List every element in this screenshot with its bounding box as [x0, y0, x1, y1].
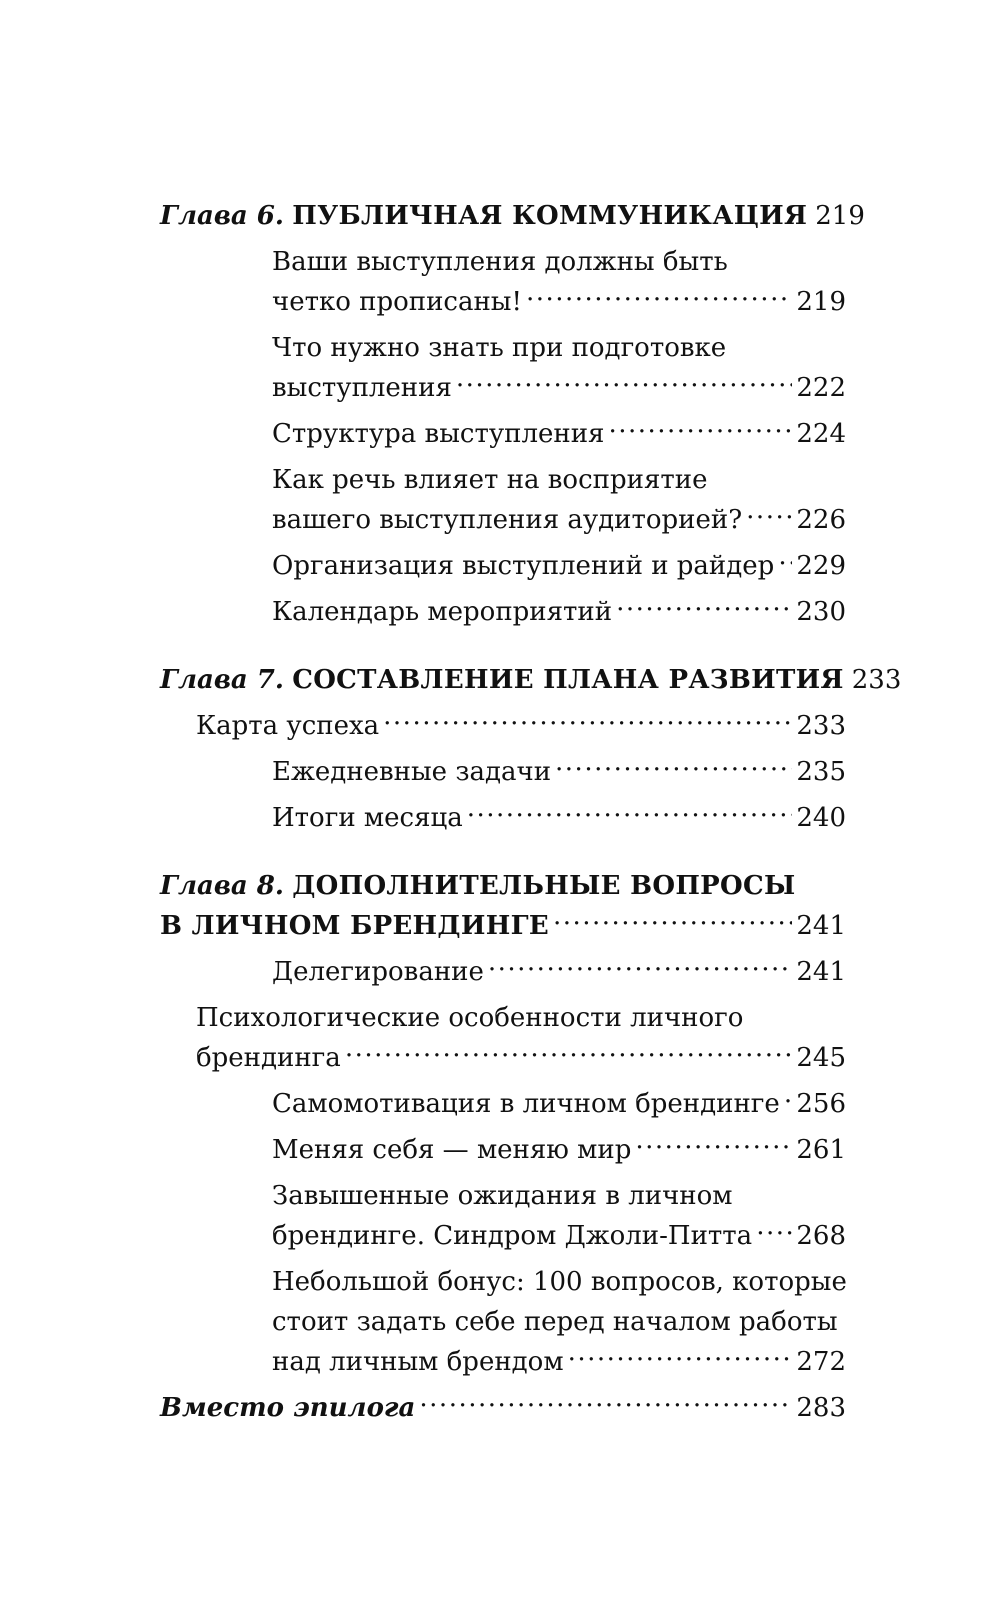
- entry-text: Организация выступлений и райдер: [272, 551, 775, 581]
- chapter-8: [160, 866, 846, 1382]
- page-number: 233: [796, 711, 846, 741]
- entry-last-line: [196, 706, 846, 746]
- toc-entry: [160, 242, 846, 322]
- toc-entry: [160, 706, 846, 746]
- entry-text: Итоги месяца: [272, 803, 463, 833]
- chapter-title: СОСТАВЛЕНИЕ ПЛАНА РАЗВИТИЯ: [292, 665, 844, 695]
- table-of-contents: [160, 196, 902, 1428]
- toc-entry: [160, 1262, 846, 1382]
- epilogue-line: [160, 1388, 846, 1428]
- page-number: 219: [796, 287, 846, 317]
- page-number: 241: [796, 957, 846, 987]
- dot-leader: [456, 370, 792, 396]
- entry-last-line: [272, 1130, 846, 1170]
- dot-leader: [778, 548, 792, 574]
- page-number: 241: [796, 911, 846, 941]
- entry-last-line: [272, 592, 846, 632]
- entry-text: стоит задать себе перед началом работы: [272, 1307, 838, 1337]
- entry-last-line: [272, 546, 846, 586]
- entry-text: Ваши выступления должны быть: [272, 247, 728, 277]
- toc-entry: [160, 546, 846, 586]
- page-number: 235: [796, 757, 846, 787]
- chapter-7: [160, 660, 902, 838]
- entry-last-line: [272, 500, 846, 540]
- epilogue-title: Вместо эпилога: [160, 1393, 416, 1423]
- chapter-heading: [160, 660, 902, 700]
- dot-leader: [555, 754, 792, 780]
- toc-entry: [160, 1084, 846, 1124]
- entry-last-line: [272, 1342, 846, 1382]
- page-number: 245: [796, 1043, 846, 1073]
- page-number: 283: [796, 1393, 846, 1423]
- dot-leader: [756, 1218, 792, 1244]
- entry-text: Самомотивация в личном брендинге: [272, 1089, 780, 1119]
- toc-entry: [160, 798, 846, 838]
- chapter-6: [160, 196, 865, 632]
- chapter-heading: [160, 906, 846, 946]
- page-number: 256: [796, 1089, 846, 1119]
- chapter-number: Глава 7.: [160, 665, 284, 695]
- page-number: 229: [796, 551, 846, 581]
- entry-text: Как речь влияет на восприятие: [272, 465, 708, 495]
- dot-leader: [746, 502, 792, 528]
- entry-last-line: [272, 1216, 846, 1256]
- page-number: 224: [796, 419, 846, 449]
- toc-entry: [160, 752, 846, 792]
- entry-text: вашего выступления аудиторией?: [272, 505, 743, 535]
- chapter-title: В ЛИЧНОМ БРЕНДИНГЕ: [160, 911, 549, 941]
- dot-leader: [345, 1040, 793, 1066]
- entry-text: Ежедневные задачи: [272, 757, 552, 787]
- dot-leader: [568, 1344, 793, 1370]
- toc-entry: [160, 1176, 846, 1256]
- page-number: 240: [796, 803, 846, 833]
- entry-text: брендинга: [196, 1043, 341, 1073]
- entry-text: четко прописаны!: [272, 287, 522, 317]
- page-number: 233: [851, 665, 902, 695]
- page-number: 226: [796, 505, 846, 535]
- entry-last-line: [272, 282, 846, 322]
- epilogue-entry: [160, 1388, 846, 1428]
- dot-leader: [467, 800, 793, 826]
- chapter-number: Глава 8.: [160, 871, 284, 901]
- chapter-title: ДОПОЛНИТЕЛЬНЫЕ ВОПРОСЫ: [292, 871, 796, 901]
- entry-last-line: [272, 414, 846, 454]
- page-number: 272: [796, 1347, 846, 1377]
- toc-entry: [160, 460, 846, 540]
- entry-text: Небольшой бонус: 100 вопросов, которые: [272, 1267, 847, 1297]
- entry-last-line: [196, 1038, 846, 1078]
- dot-leader: [635, 1132, 792, 1158]
- dot-leader: [488, 954, 793, 980]
- entry-text: Календарь мероприятий: [272, 597, 613, 627]
- entry-text: Что нужно знать при подготовке: [272, 333, 727, 363]
- dot-leader: [419, 1390, 792, 1416]
- entry-text: Делегирование: [272, 957, 484, 987]
- entry-text: Структура выступления: [272, 419, 605, 449]
- entry-last-line: [272, 1084, 846, 1124]
- entry-last-line: [272, 798, 846, 838]
- dot-leader: [553, 908, 792, 934]
- entry-last-line: [272, 952, 846, 992]
- entry-last-line: [272, 752, 846, 792]
- entry-text: Меняя себя — меняю мир: [272, 1135, 632, 1165]
- toc-entry: [160, 998, 846, 1078]
- entry-text: брендинге. Синдром Джоли-Питта: [272, 1221, 753, 1251]
- chapter-heading-first-line: [160, 866, 846, 906]
- dot-leader: [526, 284, 792, 310]
- dot-leader: [383, 708, 792, 734]
- page-number: 261: [796, 1135, 846, 1165]
- dot-leader: [784, 1086, 793, 1112]
- chapter-number: Глава 6.: [160, 201, 284, 231]
- toc-entry: [160, 592, 846, 632]
- page-number: 230: [796, 597, 846, 627]
- toc-entry: [160, 414, 846, 454]
- chapter-title: ПУБЛИЧНАЯ КОММУНИКАЦИЯ: [292, 201, 808, 231]
- page-number: 268: [796, 1221, 846, 1251]
- entry-text: Психологические особенности личного: [196, 1003, 744, 1033]
- entry-last-line: [272, 368, 846, 408]
- page-number: 219: [815, 201, 865, 231]
- entry-text: над личным брендом: [272, 1347, 564, 1377]
- toc-entry: [160, 1130, 846, 1170]
- entry-text: Завышенные ожидания в личном: [272, 1181, 733, 1211]
- dot-leader: [608, 416, 792, 442]
- toc-entry: [160, 328, 846, 408]
- chapter-heading: [160, 196, 865, 236]
- dot-leader: [616, 594, 792, 620]
- entry-text: выступления: [272, 373, 452, 403]
- entry-text: Карта успеха: [196, 711, 380, 741]
- page-number: 222: [796, 373, 846, 403]
- toc-entry: [160, 952, 846, 992]
